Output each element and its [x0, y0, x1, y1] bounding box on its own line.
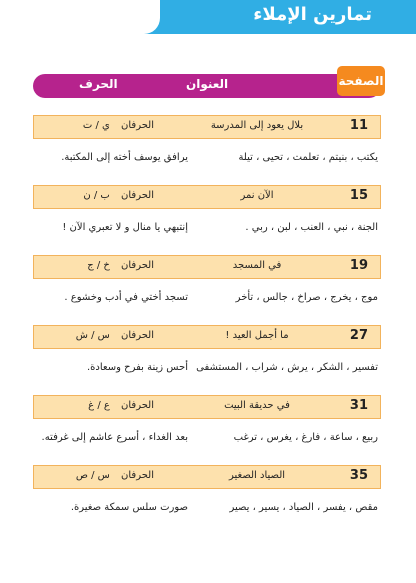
lesson-title: بلال يعود إلى المدرسة — [210, 120, 304, 131]
lesson-page-number: 19 — [349, 258, 368, 273]
letters-label: الحرفان — [121, 400, 154, 411]
top-white-corner — [0, 0, 160, 34]
lesson-letters — [54, 330, 154, 341]
lesson-row — [33, 395, 381, 455]
lesson-title: في حديقة البيت — [224, 400, 290, 411]
lesson-head — [33, 325, 381, 349]
lesson-page-number: 15 — [349, 188, 368, 203]
lesson-row — [33, 115, 381, 175]
lesson-row — [33, 255, 381, 315]
lesson-head — [33, 255, 381, 279]
letters-label: الحرفان — [121, 470, 154, 481]
letters-pair: ع / غ — [88, 400, 110, 411]
lesson-row — [33, 185, 381, 245]
letters-pair: س / ش — [75, 330, 110, 341]
letters-pair: ي / ت — [82, 120, 110, 131]
lesson-letters — [54, 260, 154, 271]
lesson-words: مقص ، يفسر ، الصياد ، يسير ، يصير — [229, 502, 378, 513]
lesson-sentence: إنتبهي يا منال و لا تعبري الآن ! — [62, 222, 188, 233]
table-header — [33, 74, 384, 98]
header-letter-label: الحرف — [79, 77, 118, 91]
lesson-letters — [54, 400, 154, 411]
letters-label: الحرفان — [121, 330, 154, 341]
lesson-words: يكتب ، بنيتم ، تعلمت ، تحيى ، تيلة — [238, 152, 378, 163]
header-page-tab: الصفحة — [337, 66, 385, 96]
lesson-sentence: يرافق يوسف أخته إلى المكتبة. — [61, 152, 188, 163]
letters-label: الحرفان — [121, 120, 154, 131]
lesson-sentence: بعد الغداء ، أسرع عاشم إلى غرفته. — [41, 432, 188, 443]
lesson-letters — [54, 120, 154, 131]
letters-label: الحرفان — [121, 260, 154, 271]
lesson-words: الجنة ، نبي ، العنب ، لبن ، ربي . — [245, 222, 378, 233]
lesson-head — [33, 115, 381, 139]
lesson-words: تفسير ، الشكر ، يرش ، شراب ، المستشفى — [196, 362, 378, 373]
letters-pair: ب / ن — [83, 190, 110, 201]
lesson-title: الآن نمر — [240, 190, 274, 201]
lesson-row — [33, 465, 381, 525]
lesson-row — [33, 325, 381, 385]
lesson-sentence: صورت سلس سمكة صغيرة. — [70, 502, 188, 513]
lesson-words: موج ، يخرج ، صراخ ، جالس ، تأخر — [235, 292, 378, 303]
lesson-words: ربيع ، ساعة ، فارغ ، يغرس ، ترغب — [233, 432, 378, 443]
lesson-title: ما أجمل العيد ! — [225, 330, 289, 341]
lesson-page-number: 35 — [349, 468, 368, 483]
lesson-head — [33, 465, 381, 489]
lesson-head — [33, 185, 381, 209]
letters-pair: خ / ج — [87, 260, 110, 271]
lesson-title: في المسجد — [232, 260, 282, 271]
lesson-page-number: 11 — [349, 118, 368, 133]
letters-label: الحرفان — [121, 190, 154, 201]
lesson-letters — [54, 470, 154, 481]
lesson-page-number: 27 — [349, 328, 368, 343]
lesson-sentence: أحس زينة بفرح وسعادة. — [86, 362, 188, 373]
lesson-page-number: 31 — [349, 398, 368, 413]
lesson-head — [33, 395, 381, 419]
lesson-letters — [54, 190, 154, 201]
header-title-label: العنوان — [186, 77, 229, 91]
page-title: تمارين الإملاء — [253, 4, 372, 25]
letters-pair: س / ص — [75, 470, 110, 481]
lesson-title: الصياد الصغير — [228, 470, 286, 481]
lesson-sentence: تسجد أختي في أدب وخشوع . — [64, 292, 188, 303]
